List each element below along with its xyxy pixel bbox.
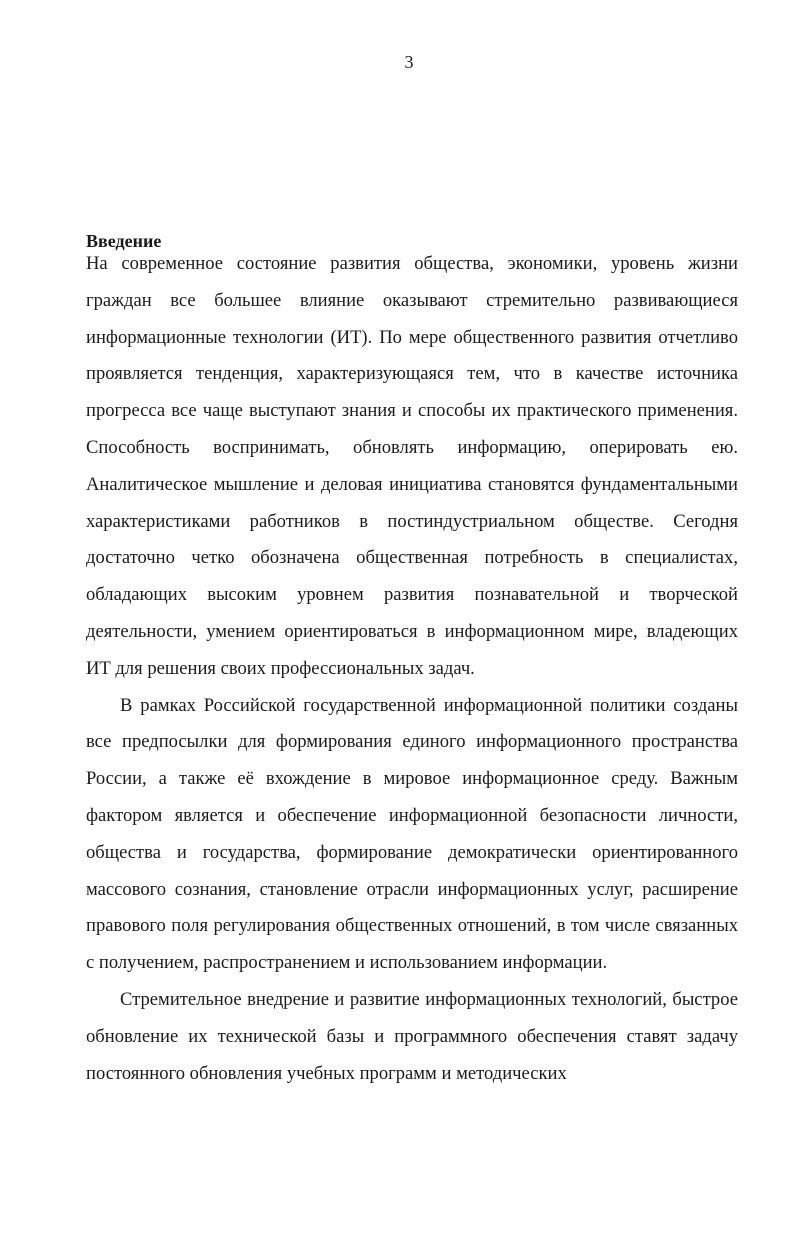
paragraph-policy: В рамках Российской государственной информационной политики созданы все предпосылки для формирования единого информационного пространства России, а также её вхождение в мировое информационное среду. Важным фактором является и обеспечение информационной безопасности личности, общества и государства, формирование демократически ориентированного массового сознания, становление отрасли информационных услуг, расширение правового поля регулирования общественных отношений, в том числе связанных с получением, распространением и использованием информации. <box>86 694 738 974</box>
page-number: 3 <box>404 52 414 72</box>
document-body <box>86 230 738 1092</box>
paragraph-intro: На современное состояние развития общества, экономики, уровень жизни граждан все большее влияние оказывают стремительно развивающиеся информационные технологии (ИТ). По мере общественного развития отчетливо проявляется тенденция, характеризующаяся тем, что в качестве источника прогресса все чаще выступают знания и способы их практического применения. Способность воспринимать, обновлять информацию, оперировать ею. Аналитическое мышление и деловая инициатива становятся фундаментальными характеристиками работников в постиндустриальном обществе. Сегодня достаточно четко обозначена общественная потребность в специалистах, обладающих высоким уровнем развития познавательной и творческой деятельности, умением ориентироваться в информационном мире, владеющих ИТ для решения своих профессиональных задач. <box>86 253 738 679</box>
paragraph-technologies: Стремительное внедрение и развитие информационных технологий, быстрое обновление их технической базы и программного обеспечения ставят задачу постоянного обновления учебных программ и методических <box>86 988 738 1084</box>
section-heading: Введение <box>86 231 162 251</box>
